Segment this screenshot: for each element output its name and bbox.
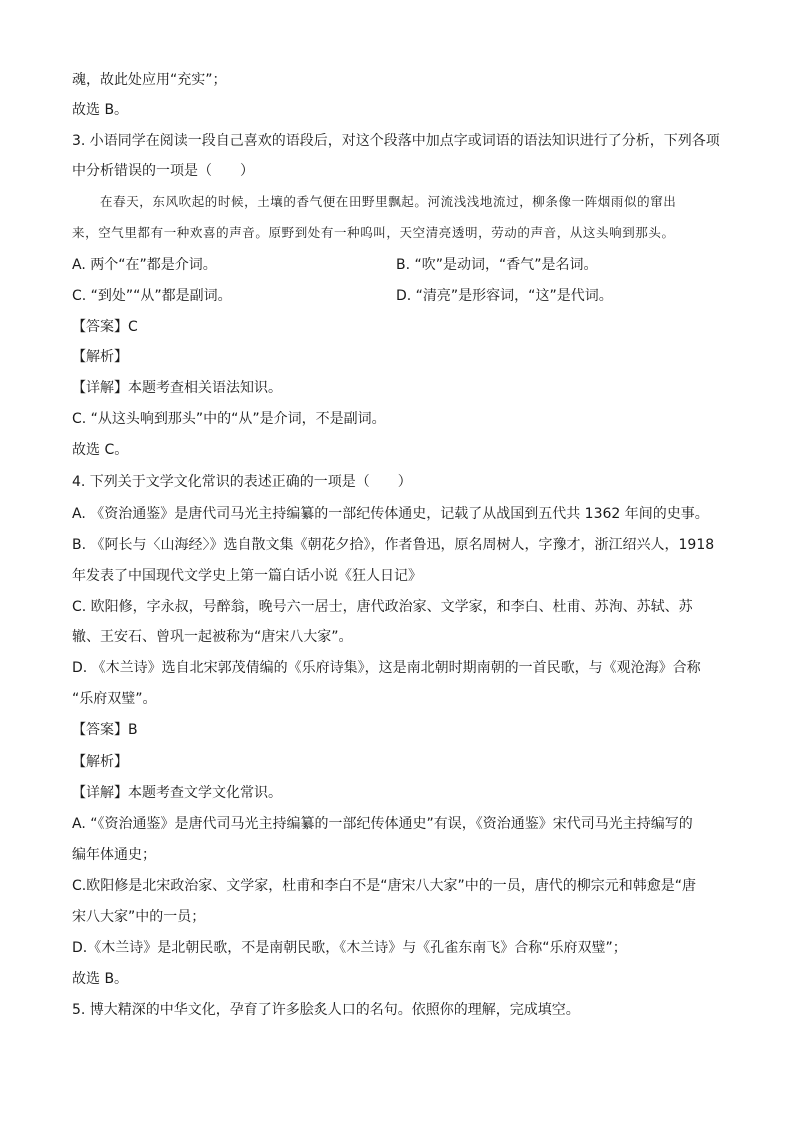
q3-passage-line1: 在春天，东风吹起的时候，土壤的香气便在田野里飘起。河流浅浅地流过，柳条像一阵烟雨似的窜出 xyxy=(100,194,677,209)
q3-analysis-tag: 【解析】 xyxy=(72,349,128,365)
q4-answer-row xyxy=(72,720,724,740)
q4-analysis-c-line2: 宋八大家”中的一员； xyxy=(72,909,206,925)
q4-stem: 4. 下列关于文学文化常识的表述正确的一项是（ ） xyxy=(72,474,412,490)
q3-answer-row xyxy=(72,317,724,337)
q5-stem: 5. 博大精深的中华文化，孕育了许多脍炙人口的名句。依照你的理解，完成填空。 xyxy=(72,1002,580,1018)
answer-value: C xyxy=(128,319,138,335)
answer-tag: 【答案】 xyxy=(72,722,128,738)
q4-analysis-d: D.《木兰诗》是北朝民歌，不是南朝民歌，《木兰诗》与《孔雀东南飞》合称“乐府双璧”； xyxy=(72,940,627,956)
prev-answer-tail: 魂，故此处应用“充实”； xyxy=(72,72,227,88)
q4-detail-row xyxy=(72,783,724,803)
answer-value: B xyxy=(128,722,138,738)
q4-option-a: A. 《资治通鉴》是唐代司马光主持编纂的一部纪传体通史，记载了从战国到五代共 1362 年间的史事。 xyxy=(72,506,709,522)
detail-text: 本题考查相关语法知识。 xyxy=(128,380,282,396)
q4-analysis-c-line1: C.欧阳修是北宋政治家、文学家，杜甫和李白不是“唐宋八大家”中的一员，唐代的柳宗元和韩愈是“唐 xyxy=(72,878,696,894)
q4-analysis-a-line1: A. “《资治通鉴》是唐代司马光主持编纂的一部纪传体通史”有误，《资治通鉴》宋代司马光主持编写的 xyxy=(72,816,693,832)
q3-passage-line2: 来，空气里都有一种欢喜的声音。原野到处有一种呜叫，天空清亮透明，劳动的声音，从这头响到那头。 xyxy=(72,225,675,240)
q3-option-b: B. “吹”是动词，“香气”是名词。 xyxy=(396,257,598,273)
q4-option-c-line1: C. 欧阳修，字永叔，号醉翁，晚号六一居士，唐代政治家、文学家，和李白、杜甫、苏洵、苏轼、苏 xyxy=(72,599,693,615)
q4-analysis-tag: 【解析】 xyxy=(72,754,128,770)
q4-option-d-line2: “乐府双璧”。 xyxy=(72,691,157,707)
detail-text: 本题考查文学文化常识。 xyxy=(128,785,282,801)
q3-option-d: D. “清亮”是形容词，“这”是代词。 xyxy=(396,288,613,304)
q4-option-b-line2: 年发表了中国现代文学史上第一篇白话小说《狂人日记》 xyxy=(72,568,422,584)
q3-detail-row xyxy=(72,378,724,398)
prev-choice: 故选 B。 xyxy=(72,102,129,118)
q3-option-a: A. 两个“在”都是介词。 xyxy=(72,257,217,273)
q4-choice: 故选 B。 xyxy=(72,971,129,987)
q3-stem-line2: 中分析错误的一项是（ ） xyxy=(72,163,254,179)
q4-option-b-line1: B. 《阿长与〈山海经〉》选自散文集《朝花夕拾》，作者鲁迅，原名周树人，字豫才，浙江绍兴人，1918 xyxy=(72,537,715,553)
detail-tag: 【详解】 xyxy=(72,380,128,396)
q3-choice: 故选 C。 xyxy=(72,442,129,458)
q3-detail-c: C. “从这头响到那头”中的“从”是介词，不是副词。 xyxy=(72,411,386,427)
detail-tag: 【详解】 xyxy=(72,785,128,801)
q3-option-c: C. “到处”“从”都是副词。 xyxy=(72,288,232,304)
q4-analysis-a-line2: 编年体通史； xyxy=(72,847,156,863)
q4-option-d-line1: D. 《木兰诗》选自北宋郭茂倩编的《乐府诗集》，这是南北朝时期南朝的一首民歌，与《观沧海》合称 xyxy=(72,660,701,676)
answer-tag: 【答案】 xyxy=(72,319,128,335)
q4-option-c-line2: 辙、王安石、曾巩一起被称为“唐宋八大家”。 xyxy=(72,629,353,645)
q3-stem-line1: 3. 小语同学在阅读一段自己喜欢的语段后，对这个段落中加点字或词语的语法知识进行了分析，下列各项 xyxy=(72,133,720,149)
